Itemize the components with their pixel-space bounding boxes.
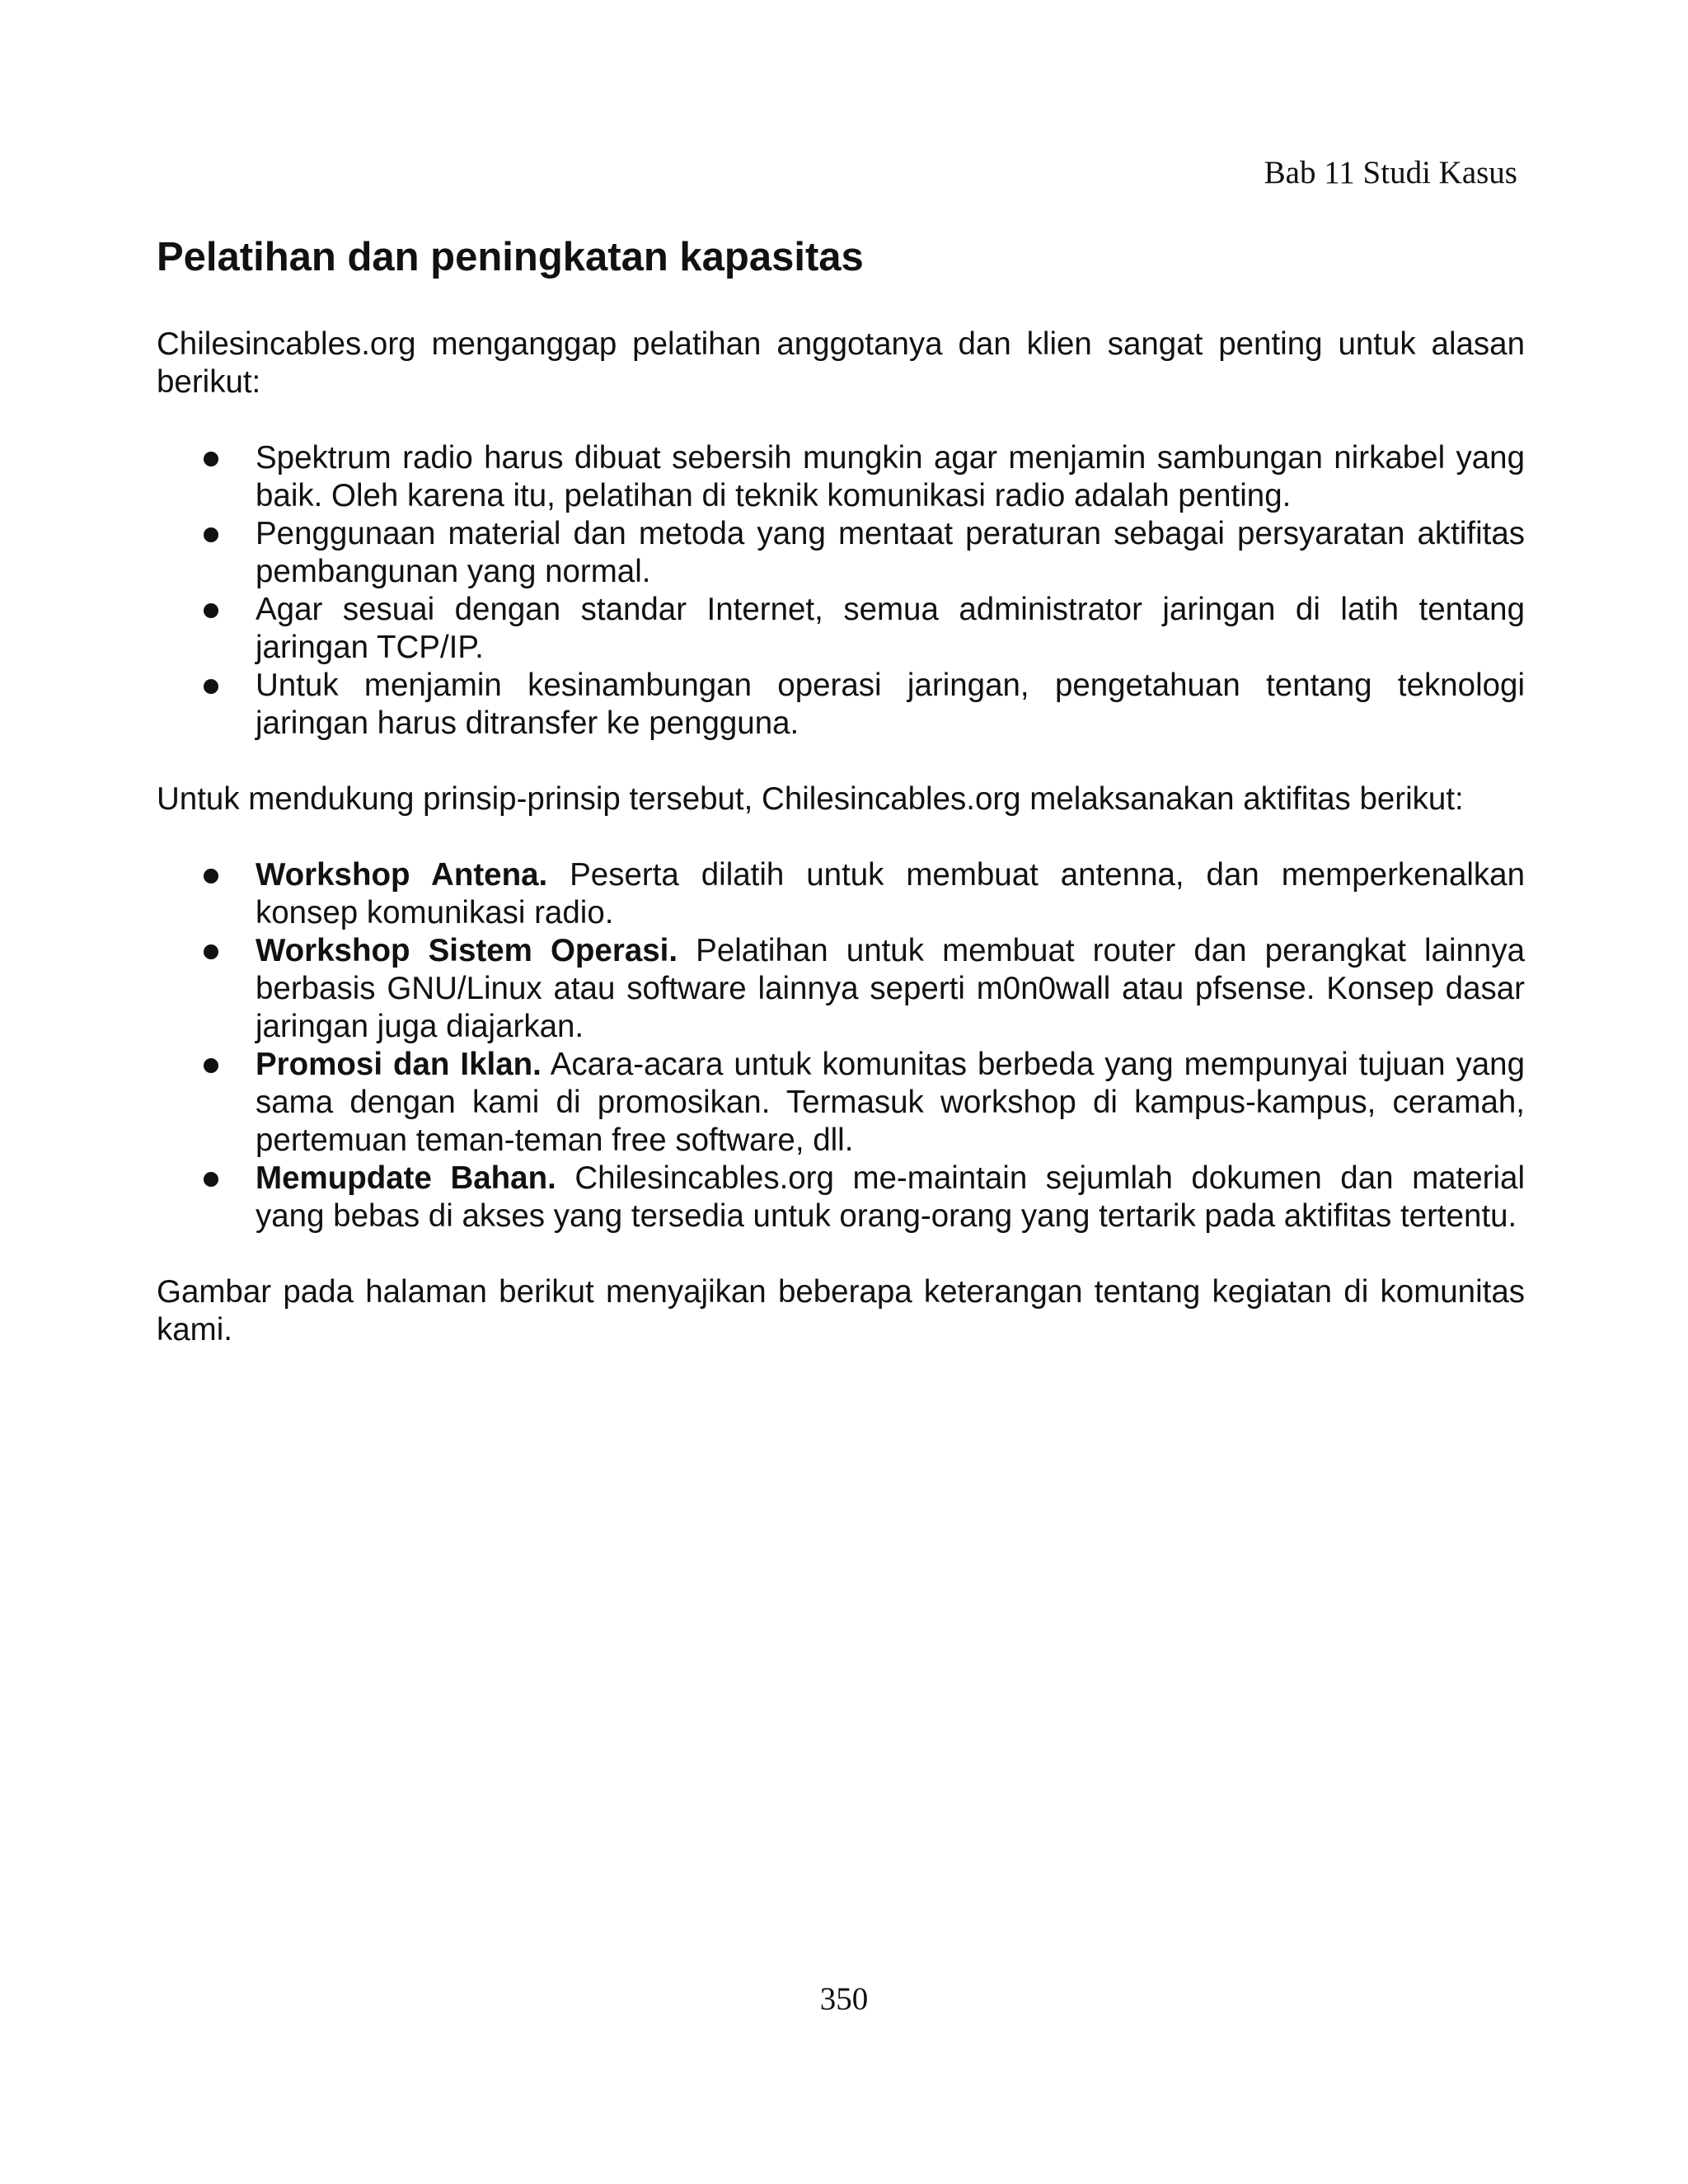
list-item-text: Penggunaan material dan metoda yang mentaat peraturan sebagai persyaratan aktifitas pembangunan yang normal. — [256, 516, 1525, 589]
reasons-list — [157, 439, 1525, 743]
activities-list — [157, 856, 1525, 1235]
bullet-icon — [204, 452, 218, 466]
list-item — [256, 1160, 1525, 1235]
activity-term: Memupdate Bahan. — [256, 1160, 556, 1196]
activity-description: Chilesincables.org me-maintain sejumlah dokumen dan material yang bebas di akses yang tersedia untuk orang-orang yang tertarik pada aktifitas tertentu. — [256, 1160, 1526, 1234]
list-item-text: Untuk menjamin kesinambungan operasi jaringan, pengetahuan tentang teknologi jaringan harus ditransfer ke pengguna. — [256, 668, 1525, 741]
page-content — [157, 231, 1525, 1387]
list-item — [256, 856, 1525, 932]
list-item — [256, 1046, 1525, 1160]
list-item-text: Agar sesuai dengan standar Internet, semua administrator jaringan di latih tentang jaringan TCP/IP. — [256, 592, 1525, 665]
page-number: 350 — [819, 1981, 869, 2017]
running-header: Bab 11 Studi Kasus — [1264, 155, 1517, 190]
intro-paragraph: Chilesincables.org menganggap pelatihan anggotanya dan klien sangat penting untuk alasan berikut: — [157, 326, 1525, 400]
activity-description: Pelatihan untuk membuat router dan perangkat lainnya berbasis GNU/Linux atau software lainnya seperti m0n0wall atau pfsense. Konsep dasar jaringan juga diajarkan. — [256, 933, 1525, 1044]
activity-term: Workshop Antena. — [256, 857, 548, 893]
activity-term: Promosi dan Iklan. — [256, 1047, 542, 1082]
activity-term: Workshop Sistem Operasi. — [256, 933, 678, 968]
section-title: Pelatihan dan peningkatan kapasitas — [157, 235, 864, 279]
bullet-icon — [204, 1172, 218, 1187]
activity-description: Peserta dilatih untuk membuat antenna, dan memperkenalkan konsep komunikasi radio. — [256, 857, 1526, 930]
list-item — [256, 591, 1525, 667]
list-item — [256, 515, 1525, 591]
bullet-icon — [204, 869, 218, 883]
list-item — [256, 667, 1525, 743]
list-item — [256, 439, 1525, 515]
bullet-icon — [204, 679, 218, 694]
bullet-icon — [204, 603, 218, 618]
bullet-icon — [204, 527, 218, 542]
closing-paragraph: Gambar pada halaman berikut menyajikan beberapa keterangan tentang kegiatan di komunitas kami. — [157, 1274, 1525, 1347]
list-item — [256, 932, 1525, 1046]
bullet-icon — [204, 944, 218, 959]
list-item-text: Spektrum radio harus dibuat sebersih mungkin agar menjamin sambungan nirkabel yang baik. Oleh karena itu, pelatihan di teknik komunikasi radio adalah penting. — [256, 440, 1525, 513]
activities-intro-paragraph: Untuk mendukung prinsip-prinsip tersebut, Chilesincables.org melaksanakan aktifitas berikut: — [157, 781, 1464, 817]
bullet-icon — [204, 1058, 218, 1073]
activity-description: Acara-acara untuk komunitas berbeda yang mempunyai tujuan yang sama dengan kami di promosikan. Termasuk workshop di kampus-kampus, ceramah, pertemuan teman-teman free software, dll. — [256, 1047, 1525, 1158]
